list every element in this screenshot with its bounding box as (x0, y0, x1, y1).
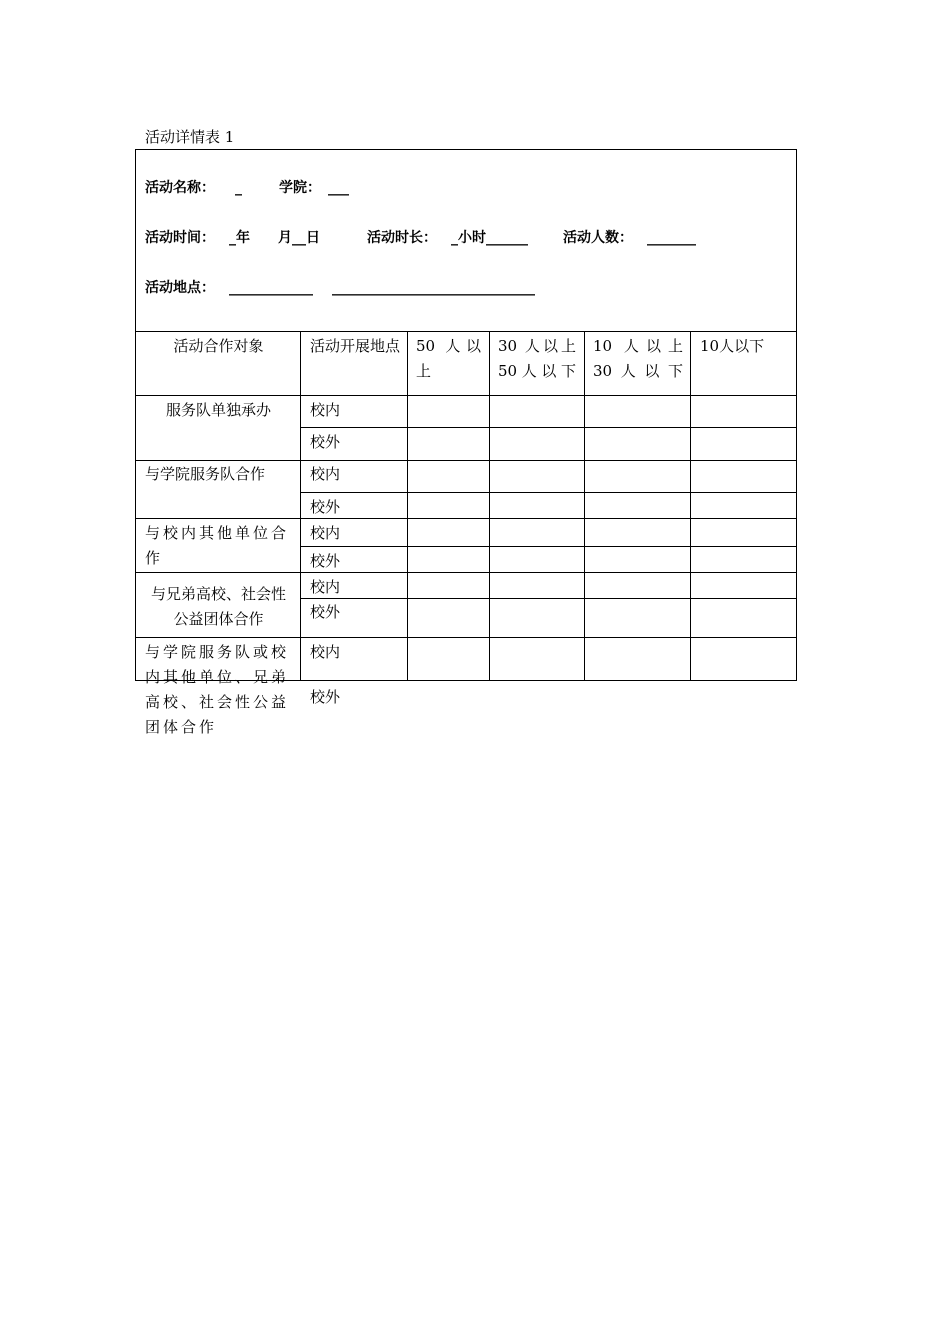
activity-place-value-1[interactable]: ____________ (229, 280, 313, 296)
grid-line (135, 518, 797, 519)
partner-cell: 与兄弟高校、社会性公益团体合作 (150, 585, 286, 628)
grid-line (300, 598, 797, 599)
location-inside: 校内 (310, 578, 341, 596)
location-inside: 校内 (310, 465, 341, 483)
grid-line (135, 572, 797, 573)
header-over-50: 50 人以上 (416, 337, 481, 380)
location-outside: 校外 (310, 603, 341, 621)
grid-line (300, 427, 797, 428)
participant-count-value[interactable]: _______ (647, 230, 696, 246)
location-inside: 校内 (310, 643, 341, 661)
header-10-to-30: 10 人以上 30人以下 (593, 337, 683, 380)
grid-line (690, 331, 691, 681)
grid-line (135, 395, 797, 396)
activity-place-label: 活动地点： (145, 280, 215, 296)
grid-line (300, 546, 797, 547)
location-outside: 校外 (310, 688, 341, 706)
partner-cell: 服务队单独承办 (165, 401, 271, 419)
college-value[interactable]: ___ (328, 180, 349, 196)
grid-line (300, 492, 797, 493)
activity-time-year[interactable]: _年 (229, 230, 250, 246)
header-location: 活动开展地点 (310, 337, 401, 355)
activity-name-label: 活动名称： (145, 180, 215, 196)
duration-label: 活动时长： (367, 230, 437, 246)
header-under-10: 10人以下 (700, 337, 765, 355)
activity-time-month-day[interactable]: 月__日 (278, 230, 320, 246)
grid-line (300, 331, 301, 681)
grid-line (135, 637, 797, 638)
grid-line (407, 331, 408, 681)
duration-value[interactable]: _小时______ (451, 230, 528, 246)
grid-line (489, 331, 490, 681)
college-label: 学院： (279, 180, 321, 196)
participant-count-label: 活动人数： (563, 230, 633, 246)
activity-name-value[interactable]: _ (235, 180, 242, 196)
partner-cell: 与学院服务队或校内其他单位、兄弟高校、社会性公益团体合作 (145, 643, 290, 736)
activity-place-value-2[interactable]: _____________________________ (332, 280, 535, 296)
header-partner: 活动合作对象 (173, 337, 264, 355)
location-outside: 校外 (310, 498, 341, 516)
table-caption: 活动详情表 1 (145, 128, 235, 146)
partner-cell: 与学院服务队合作 (145, 465, 266, 483)
grid-line (584, 331, 585, 681)
header-30-to-50: 30 人以上 50人以下 (498, 337, 576, 380)
activity-time-label: 活动时间： (145, 230, 215, 246)
header-top-line (135, 331, 797, 332)
grid-line (135, 460, 797, 461)
location-outside: 校外 (310, 433, 341, 451)
location-inside: 校内 (310, 524, 341, 542)
partner-cell: 与校内其他单位合作 (145, 524, 290, 567)
location-inside: 校内 (310, 401, 341, 419)
location-outside: 校外 (310, 552, 341, 570)
